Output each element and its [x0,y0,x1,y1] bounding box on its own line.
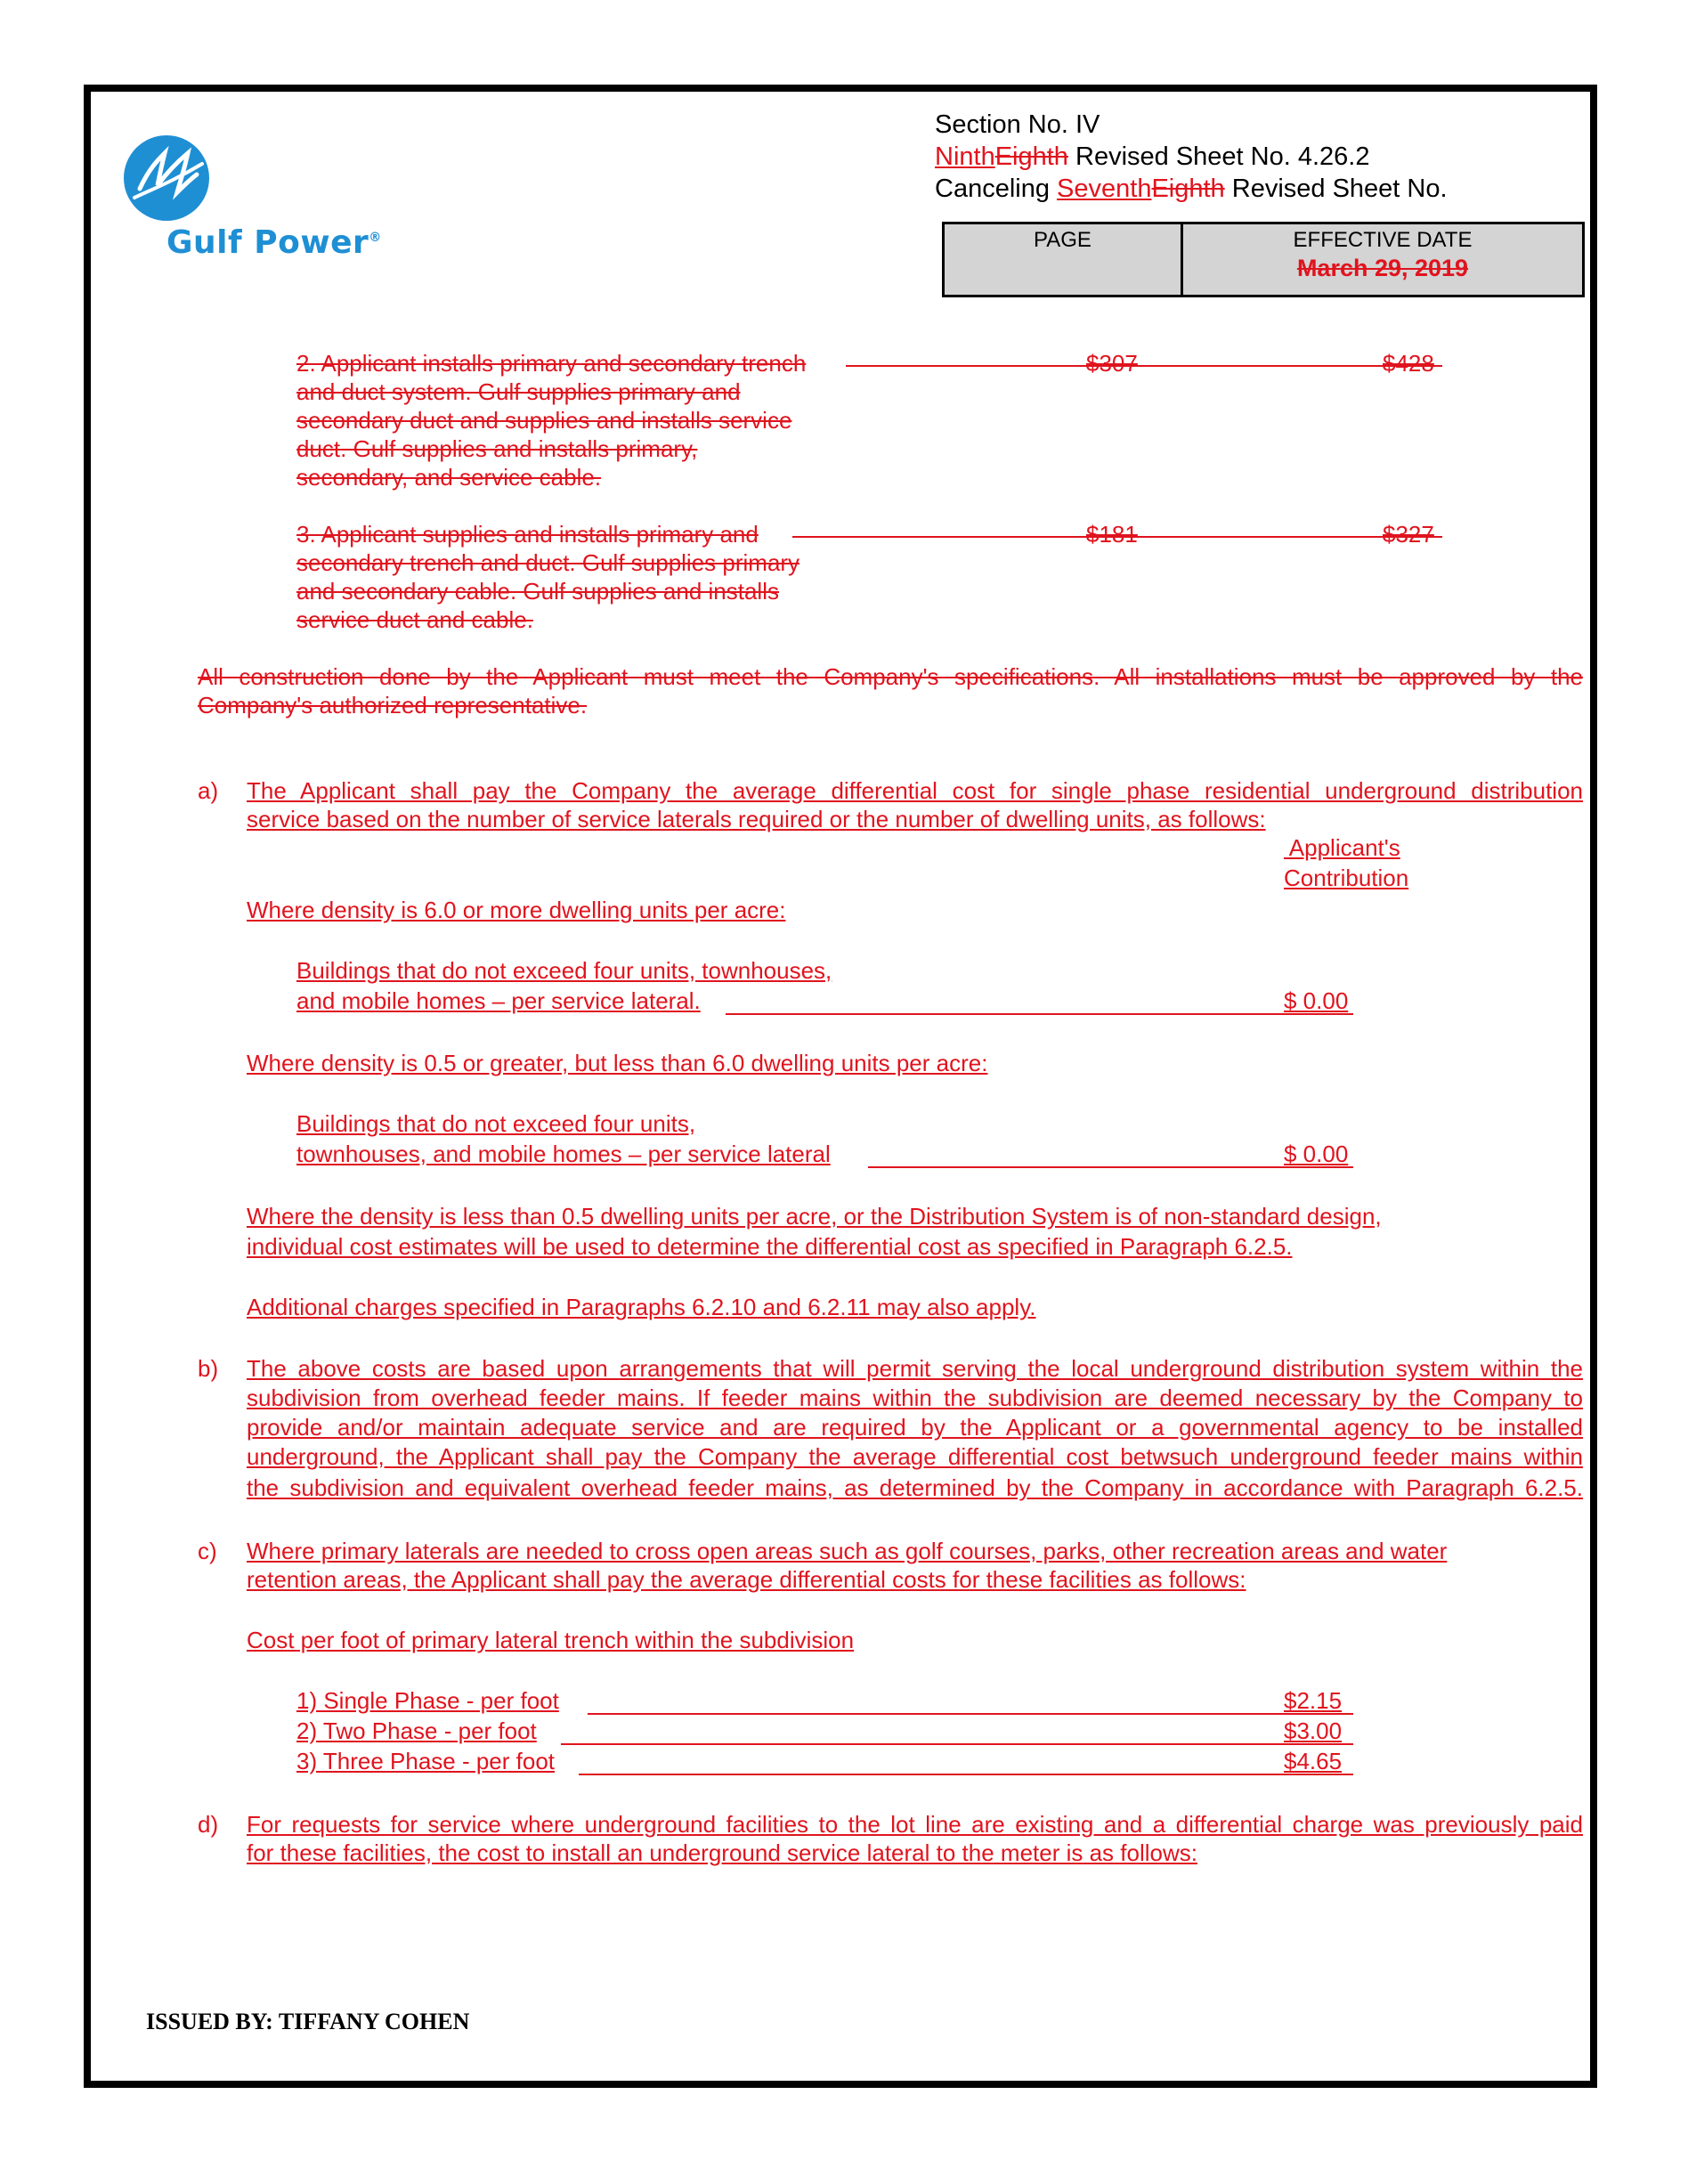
buildings-2-leader [868,1140,1353,1168]
a-line-2: service based on the number of service laterals required or the number of dwelling units, as follows: [247,806,1266,832]
buildings-1-line-1: Buildings that do not exceed four units, townhouses, [296,957,832,984]
canceling-line [935,173,1448,205]
additional-charges: Additional charges specified in Paragraphs 6.2.10 and 6.2.11 may also apply. [247,1294,1036,1320]
marker-a: a) [198,777,219,804]
effective-date-deleted: March 29, 2019 [1296,255,1469,281]
marker-d: d) [198,1811,219,1838]
page-label: PAGE [1034,228,1092,252]
phase-row-label: 3) Three Phase - per foot [296,1748,556,1774]
section-b [247,1354,1583,1503]
phase-row-leader [588,1686,1353,1715]
phase-row-value: $4.65 [1284,1748,1343,1774]
item3-value-1: $181 [1086,521,1138,548]
b-line: the subdivision and equivalent overhead feeder mains, as determined by the Company in accordance with Paragraph 6.2.5. [247,1474,1583,1501]
d-line-1: For requests for service where underground facilities to the lot line are existing and a differential charge was previously paid [247,1811,1583,1838]
nonstandard-line-2: individual cost estimates will be used to determine the differential cost as specified in Paragraph 6.2.5. [247,1233,1293,1260]
buildings-1-leader [726,986,1353,1015]
nonstandard-line-1: Where the density is less than 0.5 dwelling units per acre, or the Distribution System is of non-standard design, [247,1203,1382,1230]
buildings-1-value: $ 0.00 [1284,987,1349,1014]
page-cell [945,224,1183,295]
logo-reg: ® [369,231,382,245]
item2-line: and duct system. Gulf supplies primary and [296,378,741,405]
gulf-power-logo-icon [122,134,211,223]
item3-line: 3. Applicant supplies and installs primary and [296,521,759,548]
density-heading-1: Where density is 6.0 or more dwelling units per acre: [247,897,786,923]
item2-line: secondary, and service cable. [296,464,602,491]
b-line: subdivision from overhead feeder mains. If feeder mains within the subdivision are deemed necessary by the Company to [247,1384,1583,1411]
construction-line-1: All construction done by the Applicant must meet the Company's specifications. All installations must be approved by the [198,663,1583,690]
item2-value-2: $428 [1383,350,1434,377]
effective-date-cell [1183,224,1582,295]
phase-row-value: $3.00 [1284,1717,1343,1744]
item3-value-2: $327 [1383,521,1434,548]
contribution-header-1: Applicant's [1284,834,1400,861]
buildings-2-line-2: townhouses, and mobile homes – per service lateral [296,1141,831,1167]
effective-date-label: EFFECTIVE DATE [1293,228,1473,252]
density-heading-2: Where density is 0.5 or greater, but less than 6.0 dwelling units per acre: [247,1050,988,1076]
item3-line: secondary trench and duct. Gulf supplies primary [296,549,800,576]
cancel-prefix: Canceling [935,175,1058,203]
sheet-number [935,141,1369,173]
page-effective-box [942,222,1585,297]
phase-row-label: 1) Single Phase - per foot [296,1687,559,1714]
cancel-inserted: Seventh [1057,175,1152,203]
marker-c: c) [198,1538,217,1564]
item3-line: and secondary cable. Gulf supplies and installs [296,578,779,605]
marker-b: b) [198,1355,219,1382]
construction-line-2: Company's authorized representative. [198,692,588,719]
phase-row-leader [561,1717,1353,1745]
a-line-1: The Applicant shall pay the Company the average differential cost for single phase residential underground distribution [247,777,1583,804]
item2-line: duct. Gulf supplies and installs primary, [296,435,698,462]
phase-row-leader [579,1747,1353,1775]
section-number: Section No. IV [935,110,1100,139]
deleted-item-3 [296,520,799,634]
buildings-2-value: $ 0.00 [1284,1141,1349,1167]
phase-row-value: $2.15 [1284,1687,1343,1714]
buildings-2-line-1: Buildings that do not exceed four units, [296,1110,696,1137]
b-line: provide and/or maintain adequate service and are required by the Applicant or a governmental agency to be installed [247,1414,1583,1441]
logo-name: Gulf Power [166,224,369,261]
sheet-deleted: Eighth [994,142,1068,171]
c-line-2: retention areas, the Applicant shall pay the average differential costs for these facilities as follows: [247,1566,1246,1593]
item2-strike-leader [846,365,1442,367]
item3-line: service duct and cable. [296,606,533,633]
b-line: underground, the Applicant shall pay the Company the average differential cost betwsuch underground feeder mains within [247,1443,1583,1470]
sheet-inserted: Ninth [935,142,995,171]
contribution-header-2: Contribution [1284,865,1409,891]
sheet-rest: Revised Sheet No. 4.26.2 [1067,142,1370,171]
cancel-deleted: Eighth [1151,175,1225,203]
item2-line: 2. Applicant installs primary and secondary trench [296,350,807,377]
buildings-1-line-2: and mobile homes – per service lateral. [296,987,701,1014]
item2-line: secondary duct and supplies and installs service [296,407,792,434]
c-line-1: Where primary laterals are needed to cross open areas such as golf courses, parks, other recreation areas and water [247,1538,1448,1564]
cost-per-foot-heading: Cost per foot of primary lateral trench within the subdivision [247,1627,855,1653]
cancel-rest: Revised Sheet No. [1224,175,1448,203]
item2-value-1: $307 [1086,350,1138,377]
issued-by: ISSUED BY: TIFFANY COHEN [146,2009,470,2034]
d-line-2: for these facilities, the cost to install an underground service lateral to the meter is as follows: [247,1839,1197,1866]
deleted-item-2 [296,349,806,491]
b-line: The above costs are based upon arrangements that will permit serving the local underground distribution system within the [247,1355,1583,1382]
phase-row-label: 2) Two Phase - per foot [296,1717,537,1744]
